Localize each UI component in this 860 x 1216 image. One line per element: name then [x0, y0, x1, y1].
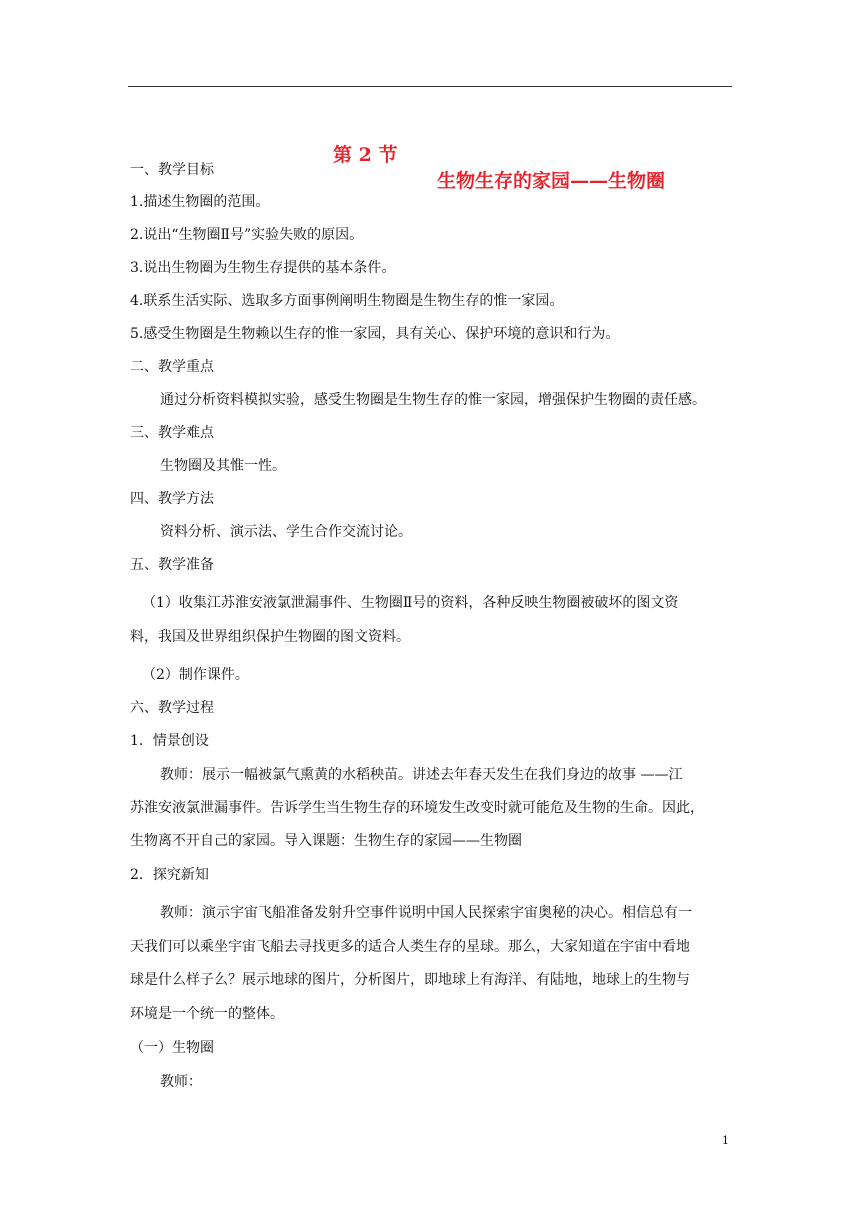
process-step-1-title: 1．情景创设: [130, 733, 209, 749]
step-1-paragraph-line-3: 生物离不开自己的家园。导入课题：生物生存的家园——生物圈: [130, 833, 522, 849]
teacher-label: 教师：: [160, 1074, 202, 1090]
heading-process: 六、教学过程: [130, 700, 214, 716]
difficulties-text: 生物圈及其惟一性。: [160, 458, 286, 474]
process-step-2-title: 2．探究新知: [130, 867, 209, 883]
heading-difficulties: 三、教学难点: [130, 425, 214, 441]
page-title: [0, 116, 860, 194]
step-1-paragraph-line-2: 苏淮安液氯泄漏事件。告诉学生当生物生存的环境发生改变时就可能危及生物的生命。因此，: [130, 800, 704, 816]
heading-preparation: 五、教学准备: [130, 557, 214, 573]
preparation-item-2: （2）制作课件。: [142, 667, 249, 683]
subsection-biosphere: （一）生物圈: [130, 1040, 214, 1056]
heading-methods: 四、教学方法: [130, 491, 214, 507]
methods-text: 资料分析、演示法、学生合作交流讨论。: [160, 524, 412, 540]
goal-4: 4.联系生活实际、选取多方面事例阐明生物圈是生物生存的惟一家园。: [130, 293, 564, 309]
goal-2: 2.说出“生物圈Ⅱ号”实验失败的原因。: [130, 227, 364, 243]
header-rule: [128, 86, 732, 87]
preparation-item-1: （1）收集江苏淮安液氯泄漏事件、生物圈Ⅱ号的资料，各种反映生物圈被破坏的图文资: [142, 595, 679, 611]
section-number: 第 2 节: [333, 144, 398, 166]
section-title: 生物生存的家园——生物圈: [437, 170, 666, 192]
heading-teaching-goals: 一、教学目标: [130, 162, 214, 178]
goal-3: 3.说出生物圈为生物生存提供的基本条件。: [130, 260, 396, 276]
step-2-paragraph-line-2: 天我们可以乘坐宇宙飞船去寻找更多的适合人类生存的星球。那么，大家知道在宇宙中看地: [130, 939, 690, 955]
step-2-paragraph-line-4: 环境是一个统一的整体。: [130, 1006, 284, 1022]
page-number: 1: [722, 1134, 729, 1147]
goal-1: 1.描述生物圈的范围。: [130, 194, 270, 210]
goal-5: 5.感受生物圈是生物赖以生存的惟一家园，具有关心、保护环境的意识和行为。: [130, 326, 620, 342]
heading-key-points: 二、教学重点: [130, 359, 214, 375]
step-1-paragraph: 教师：展示一幅被氯气熏黄的水稻秧苗。讲述去年春天发生在我们身边的故事 ——江: [160, 767, 683, 783]
step-2-paragraph: 教师：演示宇宙飞船准备发射升空事件说明中国人民探索宇宙奥秘的决心。相信总有一: [160, 905, 692, 921]
preparation-item-1-cont: 料，我国及世界组织保护生物圈的图文资料。: [130, 629, 410, 645]
step-2-paragraph-line-3: 球是什么样子么？展示地球的图片，分析图片，即地球上有海洋、有陆地，地球上的生物与: [130, 972, 690, 988]
key-points-text: 通过分析资料模拟实验，感受生物圈是生物生存的惟一家园，增强保护生物圈的责任感。: [160, 392, 706, 408]
